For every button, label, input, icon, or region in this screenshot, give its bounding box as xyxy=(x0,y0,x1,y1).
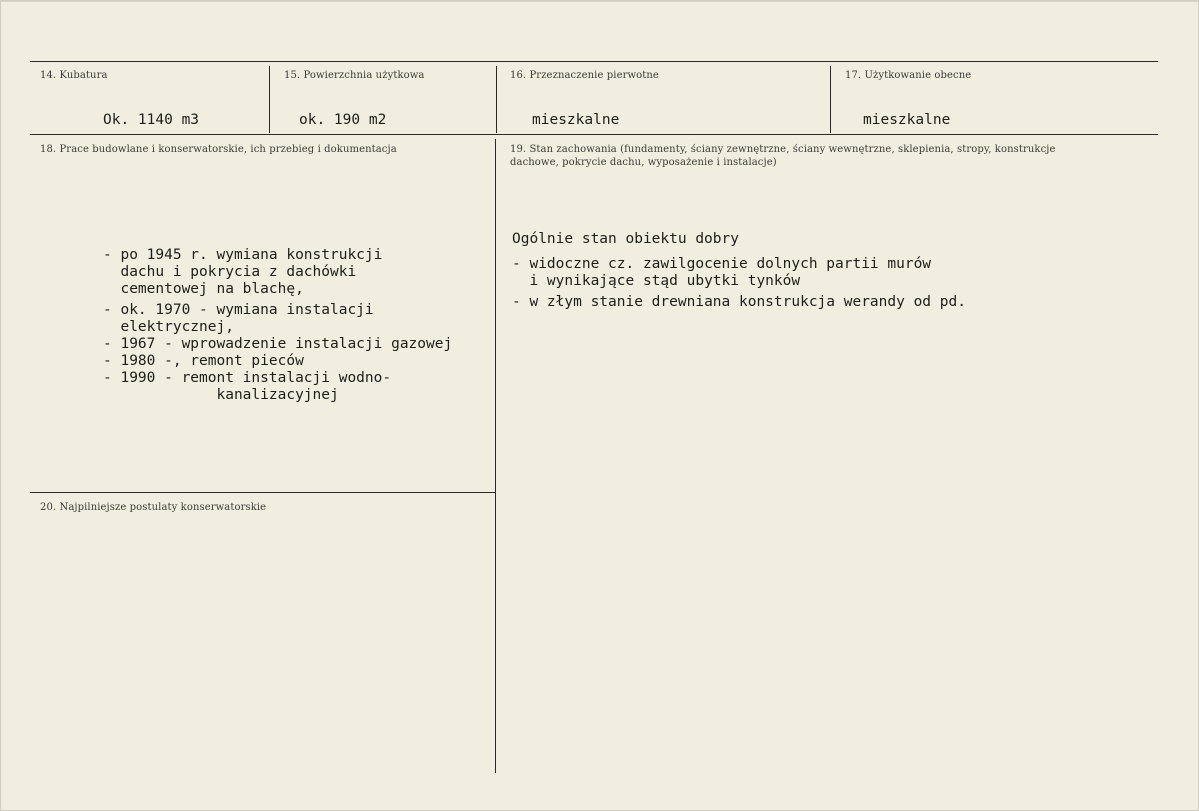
bullet-dash: - xyxy=(512,256,530,272)
bullet-dash: - xyxy=(103,247,121,263)
field-16-value: mieszkalne xyxy=(532,112,620,128)
section-20-divider xyxy=(30,492,495,493)
field-17-value: mieszkalne xyxy=(863,112,951,128)
field-16-label: 16. Przeznaczenie pierwotne xyxy=(510,70,659,81)
field-15-value: ok. 190 m2 xyxy=(299,112,387,128)
bullet-dash: - xyxy=(103,336,121,352)
bullet-dash: - xyxy=(103,302,121,318)
section-19-intro: Ogólnie stan obiektu dobry xyxy=(512,231,739,247)
section-18-item xyxy=(103,336,498,353)
row-divider xyxy=(30,134,1158,135)
bullet-dash: - xyxy=(103,370,121,386)
section-18-item-text: ok. 1970 - wymiana instalacji elektrycznej, xyxy=(120,302,374,335)
bullet-dash: - xyxy=(103,353,121,369)
section-20-label: 20. Najpilniejsze postulaty konserwatorskie xyxy=(40,502,267,513)
section-18-item-text: 1967 - wprowadzenie instalacji gazowej xyxy=(120,336,453,352)
section-19-item xyxy=(512,294,1132,311)
top-rule xyxy=(30,61,1158,62)
main-vertical-divider xyxy=(495,139,496,773)
section-18-item-text: po 1945 r. wymiana konstrukcji dachu i pokrycia z dachówki cementowej na blachę, xyxy=(120,247,383,297)
field-14-label: 14. Kubatura xyxy=(40,70,108,81)
section-18-item xyxy=(103,353,498,370)
field-15-label: 15. Powierzchnia użytkowa xyxy=(284,70,425,81)
field-14-value: Ok. 1140 m3 xyxy=(103,112,200,128)
section-19-item-text: widoczne cz. zawilgocenie dolnych partii murów i wynikające stąd ubytki tynków xyxy=(529,256,932,289)
section-18-item xyxy=(103,370,498,404)
col-divider-14-15 xyxy=(269,66,270,133)
col-divider-16-17 xyxy=(830,66,831,133)
section-18-item-text: 1980 -, remont pieców xyxy=(120,353,304,369)
section-19-label: 19. Stan zachowania (fundamenty, ściany zewnętrzne, ściany wewnętrzne, sklepienia, stropy, konstrukcje dachowe, pokrycie dachu, wyposażenie i instalacje) xyxy=(510,144,1056,168)
bullet-dash: - xyxy=(512,294,530,310)
col-divider-15-16 xyxy=(496,66,497,133)
section-19-item-text: w złym stanie drewniana konstrukcja werandy od pd. xyxy=(529,294,966,310)
section-18-list xyxy=(103,247,498,404)
section-18-item-text: 1990 - remont instalacji wodno- kanalizacyjnej xyxy=(120,370,392,403)
section-19-list xyxy=(512,256,1132,311)
field-17-label: 17. Użytkowanie obecne xyxy=(845,70,972,81)
section-18-item xyxy=(103,302,498,336)
section-19-item xyxy=(512,256,1132,290)
section-18-item xyxy=(103,247,498,298)
section-18-label: 18. Prace budowlane i konserwatorskie, ich przebieg i dokumentacja xyxy=(40,144,397,155)
